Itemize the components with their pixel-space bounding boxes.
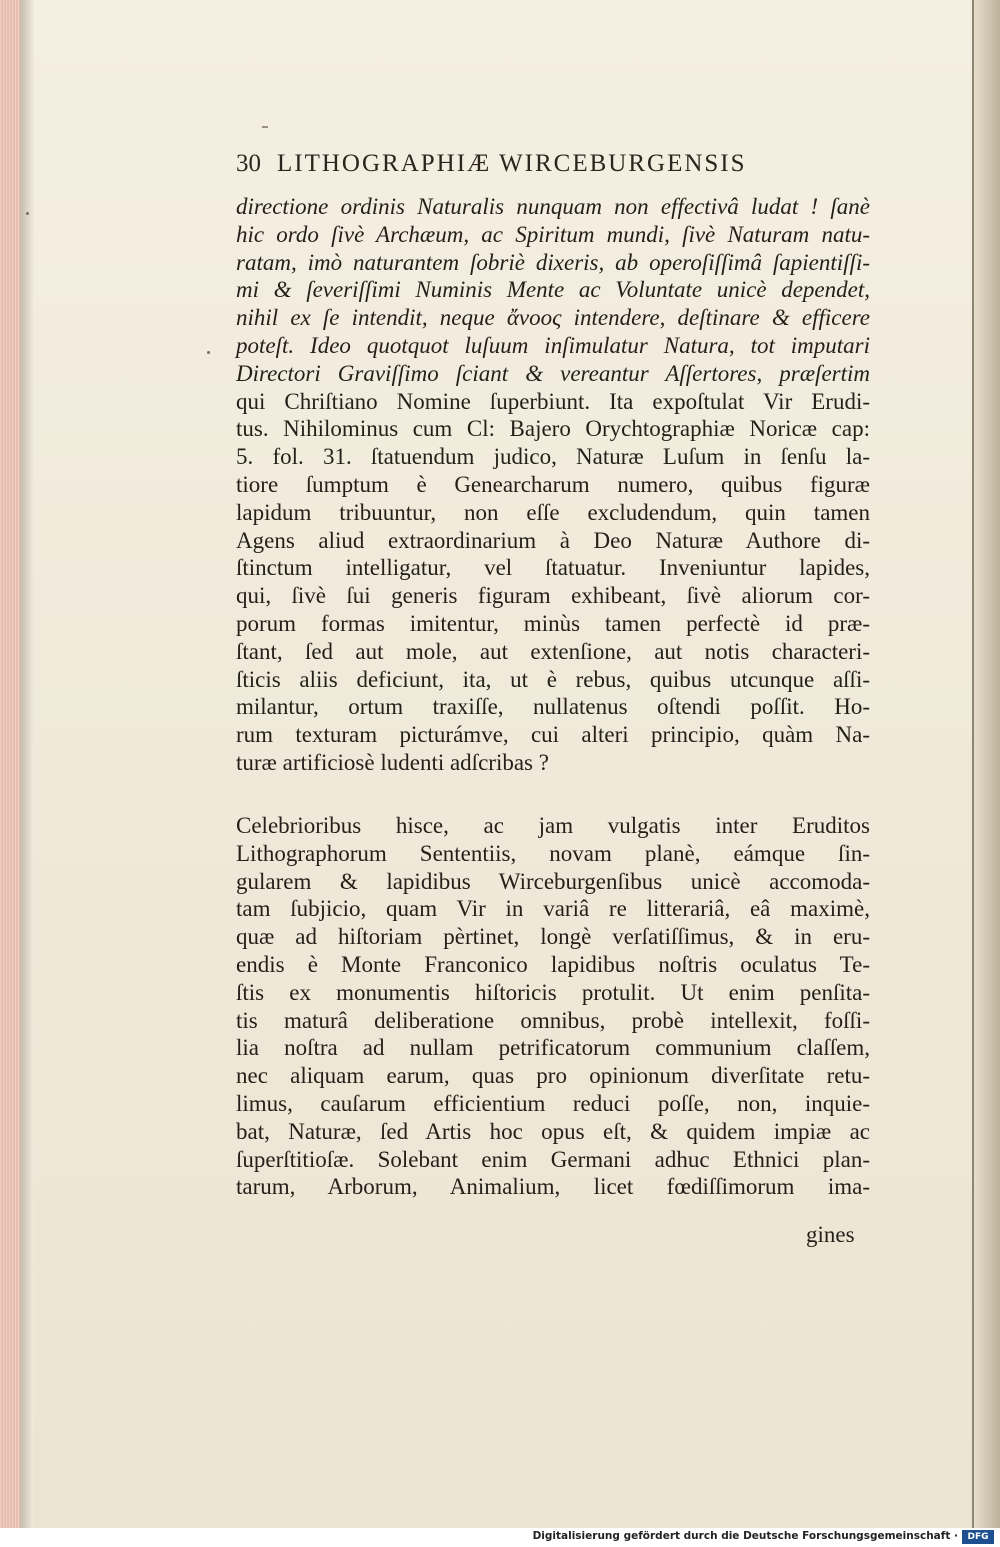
ink-speck <box>207 351 210 354</box>
text-line: tarum, Arborum, Animalium, licet fœdiſſimorum ima- <box>236 1174 870 1200</box>
text-line: porum formas imitentur, minùs tamen perfectè id præ- <box>236 610 870 636</box>
text-line: quæ ad hiſtoriam pèrtinet, longè verſatiſſimus, & in eru- <box>236 924 870 950</box>
digitization-footer <box>0 1528 1000 1547</box>
paragraph-1 <box>236 193 870 777</box>
text-line: tus. Nihilominus cum Cl: Bajero Orychtographiæ Noricæ cap: <box>236 416 870 442</box>
page-edge-right <box>974 0 1000 1528</box>
text-line: nihil ex ſe intendit, neque ἄνοος intendere, deſtinare & efficere <box>236 305 870 331</box>
text-line: hic ordo ſivè Archæum, ac Spiritum mundi, ſivè Naturam natu- <box>236 221 870 247</box>
text-line: ſtant, ſed aut mole, aut extenſione, aut notis characteri- <box>236 638 870 664</box>
text-line: rum texturam picturámve, cui alteri principio, quàm Na- <box>236 722 870 748</box>
text-line: lapidum tribuuntur, non eſſe excludendum, quin tamen <box>236 499 870 525</box>
text-line: lia noſtra ad nullam petrificatorum communium claſſem, <box>236 1035 870 1061</box>
ink-speck <box>26 212 29 215</box>
running-title: LITHOGRAPHIÆ WIRCEBURGENSIS <box>277 150 747 177</box>
dfg-logo: DFG <box>962 1530 994 1544</box>
text-line: tiore ſumptum è Genearcharum numero, quibus figuræ <box>236 471 870 497</box>
text-line: bat, Naturæ, ſed Artis hoc opus eſt, & quidem impiæ ac <box>236 1118 870 1144</box>
text-line: directione ordinis Naturalis nunquam non effectivâ ludat ! ſanè <box>236 194 870 219</box>
text-line: gularem & lapidibus Wirceburgenſibus unicè accomoda- <box>236 868 870 894</box>
text-line: limus, cauſarum efficientium reduci poſſe, non, inquie- <box>236 1090 870 1116</box>
text-line: qui Chriſtiano Nomine ſuperbiunt. Ita expoſtulat Vir Erudi- <box>236 388 870 414</box>
text-line: qui, ſivè ſui generis figuram exhibeant, ſivè aliorum cor- <box>236 583 870 609</box>
running-header <box>236 150 876 178</box>
text-line: ſticis aliis deficiunt, ita, ut è rebus, quibus utcunque aſſi- <box>236 666 870 692</box>
text-line: ſuperſtitioſæ. Solebant enim Germani adhuc Ethnici plan- <box>236 1146 870 1172</box>
gutter-shadow <box>20 0 34 1528</box>
printer-mark <box>262 126 268 128</box>
text-line: Directori Graviſſimo ſciant & vereantur Aſſertores, præſertim <box>236 360 870 386</box>
text-line: milantur, ortum traxiſſe, nullatenus oſtendi poſſit. Ho- <box>236 694 870 720</box>
text-line: ſtinctum intelligatur, vel ſtatuatur. Inveniuntur lapides, <box>236 555 870 581</box>
text-line: nec aliquam earum, quas pro opinionum diverſitate retu- <box>236 1063 870 1089</box>
text-line: tam ſubjicio, quam Vir in variâ re litterariâ, eâ maximè, <box>236 896 870 922</box>
text-line: Agens aliud extraordinarium à Deo Naturæ Authore di- <box>236 527 870 553</box>
page-edge-left <box>0 0 20 1528</box>
funding-credit: Digitalisierung gefördert durch die Deutsche Forschungsgemeinschaft · <box>532 1530 958 1542</box>
text-line: turæ artificiosè ludenti adſcribas ? <box>236 749 549 775</box>
text-line: ratam, imò naturantem ſobriè dixeris, ab operoſiſſimâ ſapientiſſi- <box>236 249 870 275</box>
text-line: ſtis ex monumentis hiſtoricis protulit. Ut enim penſita- <box>236 979 870 1005</box>
text-line: mi & ſeveriſſimi Numinis Mente ac Voluntate unicè dependet, <box>236 277 870 303</box>
text-line: 5. fol. 31. ſtatuendum judico, Naturæ Luſum in ſenſu la- <box>236 444 870 470</box>
text-line: poteſt. Ideo quotquot luſuum inſimulatur Natura, tot imputari <box>236 332 870 358</box>
text-line: Celebrioribus hisce, ac jam vulgatis inter Eruditos <box>236 813 870 838</box>
text-line: Lithographorum Sententiis, novam planè, eámque ſin- <box>236 840 870 866</box>
text-line: endis è Monte Franconico lapidibus noſtris oculatus Te- <box>236 951 870 977</box>
text-line: tis maturâ deliberatione omnibus, probè intellexit, foſſi- <box>236 1007 870 1033</box>
paragraph-2 <box>236 812 870 1201</box>
catchword: gines <box>806 1222 855 1247</box>
page-number: 30 <box>236 150 261 177</box>
